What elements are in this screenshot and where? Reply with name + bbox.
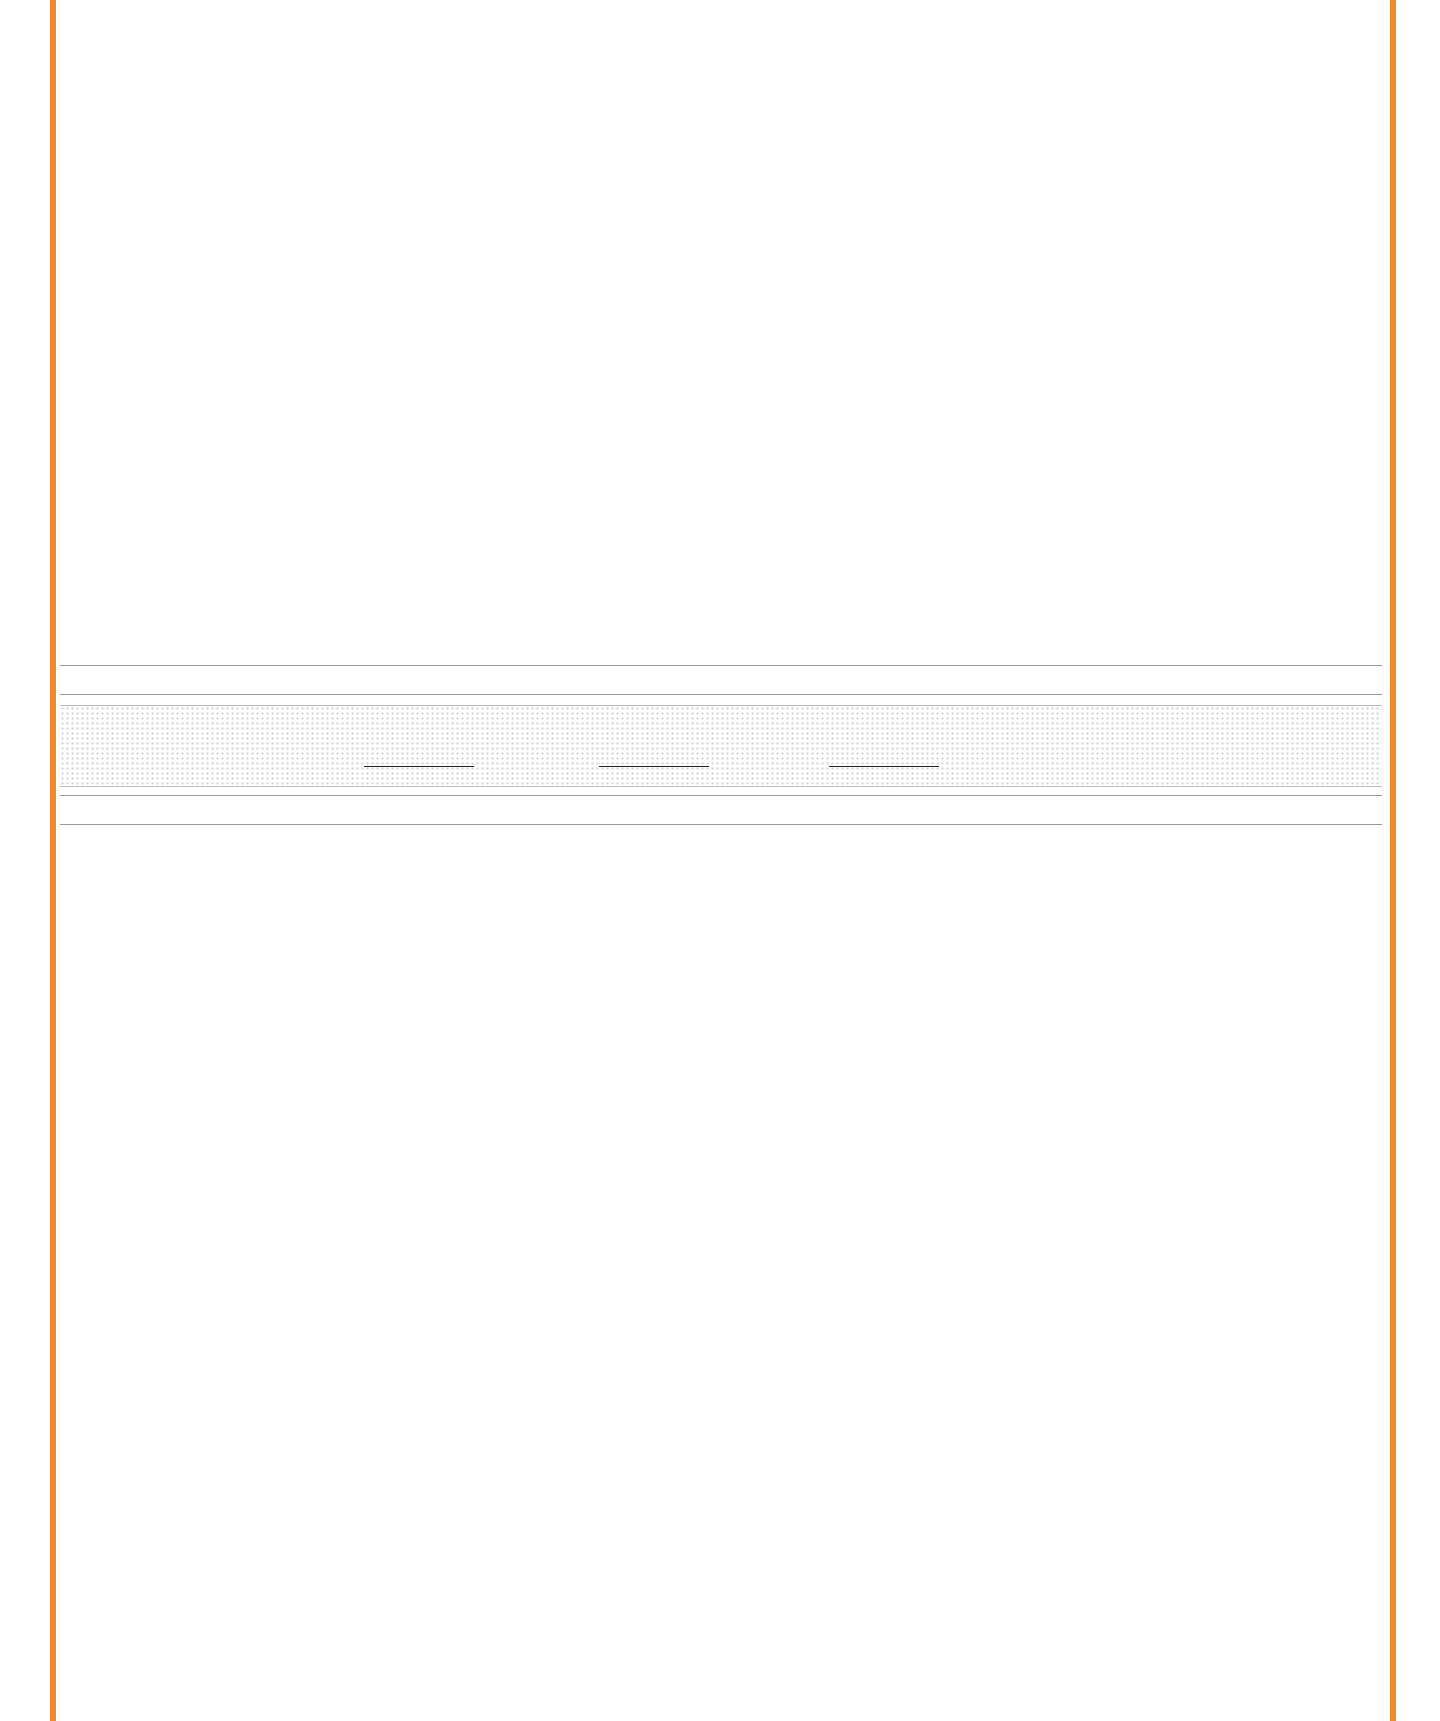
- unit-field[interactable]: [360, 748, 474, 767]
- id-blank[interactable]: [829, 766, 939, 767]
- name-blank[interactable]: [599, 766, 709, 767]
- answer-page: [90, 860, 1330, 1720]
- binding-line-top: [60, 665, 1382, 695]
- id-field[interactable]: [825, 748, 939, 767]
- brand-logo: [1125, 715, 1365, 779]
- binding-line-bottom: [60, 795, 1382, 825]
- unit-blank[interactable]: [364, 766, 474, 767]
- name-field[interactable]: [595, 748, 709, 767]
- previous-page-fragment: [40, 8, 1300, 628]
- right-frame-border: [1390, 0, 1396, 1721]
